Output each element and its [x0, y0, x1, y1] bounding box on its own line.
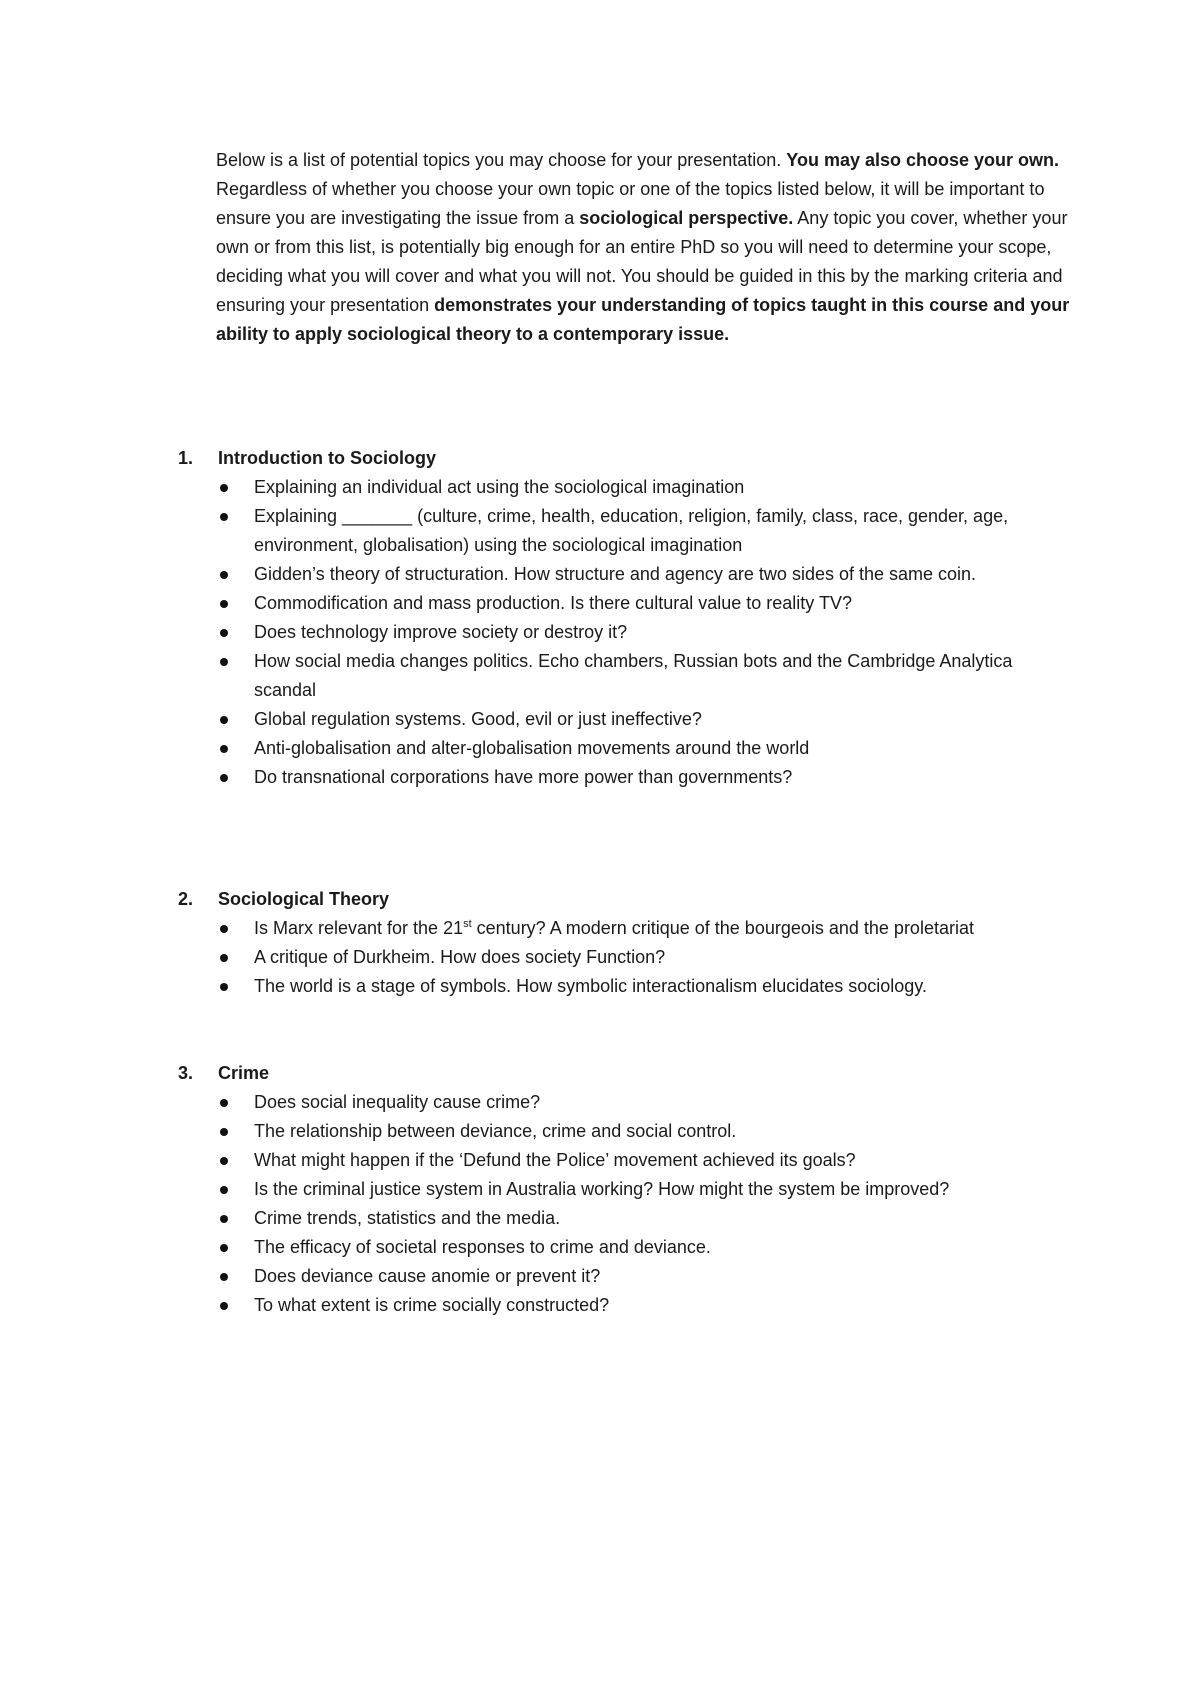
list-item-text: Crime trends, statistics and the media. [254, 1208, 561, 1228]
bullet-icon [220, 571, 228, 579]
bullet-icon [220, 1128, 228, 1136]
list-item-text: Gidden’s theory of structuration. How structure and agency are two sides of the same coin. [254, 564, 977, 584]
section-number: 2. [178, 889, 194, 909]
list-item [178, 1204, 1044, 1233]
list-item [178, 1175, 1044, 1204]
list-item [178, 943, 1044, 972]
list-item-text: Do transnational corporations have more power than governments? [254, 767, 793, 787]
bullet-icon [220, 954, 228, 962]
bullet-icon [220, 925, 228, 933]
section-heading [178, 1059, 1078, 1088]
list-item-text: How social media changes politics. Echo chambers, Russian bots and the Cambridge Analytica scandal [254, 651, 1013, 700]
list-item [178, 1233, 1044, 1262]
list-item-text: Explaining an individual act using the sociological imagination [254, 477, 745, 497]
list-item-text: The relationship between deviance, crime and social control. [254, 1121, 737, 1141]
bullet-icon [220, 658, 228, 666]
list-item-text: A critique of Durkheim. How does society Function? [254, 947, 666, 967]
section-heading [178, 444, 1078, 473]
topic-list [178, 914, 1078, 1001]
list-item [178, 763, 1044, 792]
topic-list [178, 1088, 1078, 1320]
bullet-icon [220, 1186, 228, 1194]
bullet-icon [220, 1273, 228, 1281]
bullet-icon [220, 745, 228, 753]
section-sociological-theory [178, 885, 1078, 1001]
bullet-icon [220, 1244, 228, 1252]
bullet-icon [220, 1157, 228, 1165]
bullet-icon [220, 1099, 228, 1107]
list-item-text: The world is a stage of symbols. How symbolic interactionalism elucidates sociology. [254, 976, 927, 996]
list-item [178, 705, 1044, 734]
bullet-icon [220, 600, 228, 608]
topic-list [178, 473, 1078, 792]
section-introduction-to-sociology [178, 444, 1078, 792]
list-item [178, 1262, 1044, 1291]
list-item-text: What might happen if the ‘Defund the Police’ movement achieved its goals? [254, 1150, 856, 1170]
list-item [178, 647, 1044, 705]
intro-text-1: Below is a list of potential topics you may choose for your presentation. [216, 150, 787, 170]
list-item [178, 502, 1044, 560]
list-item-text: Does deviance cause anomie or prevent it? [254, 1266, 601, 1286]
list-item-text: Explaining _______ (culture, crime, health, education, religion, family, class, race, gender, age, environment, globalisation) using the sociological imagination [254, 506, 1009, 555]
list-item-text: To what extent is crime socially constructed? [254, 1295, 610, 1315]
list-item [178, 473, 1044, 502]
intro-text-3: Any topic you cover, whether your own or from this list, is potentially big enough for an entire PhD so you will need to determine your scope, deciding what you will cover and what you will not. You should be guided in this by the marking criteria and ensuring your presentation [216, 208, 1068, 315]
bullet-icon [220, 716, 228, 724]
bullet-icon [220, 774, 228, 782]
section-number: 1. [178, 448, 194, 468]
bullet-icon [220, 484, 228, 492]
list-item-text: Global regulation systems. Good, evil or just ineffective? [254, 709, 702, 729]
list-item-text: The efficacy of societal responses to crime and deviance. [254, 1237, 711, 1257]
list-item-text: Is Marx relevant for the 21 [254, 918, 464, 938]
list-item [178, 914, 1044, 943]
list-item [178, 972, 1044, 1001]
section-crime [178, 1059, 1078, 1320]
list-item [178, 1088, 1044, 1117]
bullet-icon [220, 629, 228, 637]
intro-bold-1: You may also choose your own. [786, 150, 1060, 170]
intro-paragraph [216, 146, 1076, 349]
list-item-text: Does technology improve society or destroy it? [254, 622, 628, 642]
section-number: 3. [178, 1063, 194, 1083]
list-item-text: Anti-globalisation and alter-globalisation movements around the world [254, 738, 810, 758]
section-title: Introduction to Sociology [218, 448, 436, 468]
list-item [178, 1117, 1044, 1146]
bullet-icon [220, 983, 228, 991]
section-title: Crime [218, 1063, 270, 1083]
bullet-icon [220, 1302, 228, 1310]
list-item-text: Does social inequality cause crime? [254, 1092, 541, 1112]
section-heading [178, 885, 1078, 914]
list-item [178, 734, 1044, 763]
bullet-icon [220, 1215, 228, 1223]
list-item [178, 560, 1044, 589]
intro-text-2: Regardless of whether you choose your own topic or one of the topics listed below, it will be important to ensure you are investigating the issue from a [216, 179, 1045, 228]
superscript: st [463, 918, 472, 930]
list-item-text: Commodification and mass production. Is there cultural value to reality TV? [254, 593, 852, 613]
section-title: Sociological Theory [218, 889, 390, 909]
list-item [178, 1291, 1044, 1320]
bullet-icon [220, 513, 228, 521]
list-item [178, 1146, 1044, 1175]
list-item [178, 618, 1044, 647]
list-item-text: Is the criminal justice system in Australia working? How might the system be improved? [254, 1179, 950, 1199]
intro-bold-2: sociological perspective. [579, 208, 794, 228]
intro-bold-3: demonstrates your understanding of topics taught in this course and your ability to apply sociological theory to a contemporary issue. [216, 295, 1070, 344]
list-item [178, 589, 1044, 618]
list-item-text: century? A modern critique of the bourgeois and the proletariat [471, 918, 974, 938]
